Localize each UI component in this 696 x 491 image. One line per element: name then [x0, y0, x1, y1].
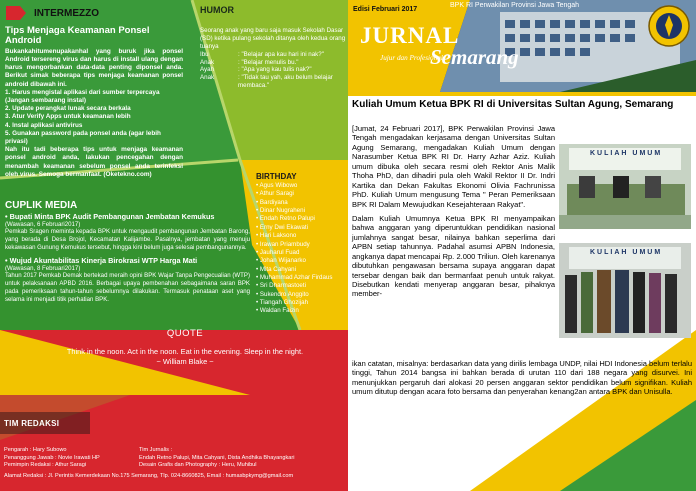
- article-paragraph: [Jumat, 24 Februari 2017], BPK Perwakilan Provinsi Jawa Tengah mengadakan kerjasama dengan Universitas Sultan Agung Semarang, mengadakan Kuliah Umum dengan Narasumber Ketua BPK RI Dr. Harry Azhar Aziz. Kuliah umum dibuka oleh secara resmi oleh Rektor Anis Malik Thoha PhD, dan dihadiri pula oleh Wakil Rektor II Dr. Indri Kartika dan Dekan Fakultas Ekonomi Olivia Fachrunissa PhD. Kuliah Umum mengusung Tema " Peran Pemeriksaan BPK RI Dalam Mewujudkan Kesejahteraan Rakyat".: [352, 124, 555, 209]
- masthead-title: JURNAL: [360, 23, 460, 48]
- arrow-icon: [6, 6, 26, 20]
- staff-line: Desain Grafis dan Photography : Heru, Muhibul: [139, 462, 257, 469]
- line-text: : "Belajar menulis bu.": [238, 58, 299, 66]
- edition-label: Edisi Februari 2017: [353, 6, 418, 13]
- birthday-name: • Sukendro Anggito: [256, 290, 309, 298]
- news-source: (Wawasan, 6 Februari2017): [5, 221, 81, 229]
- humor-intro: Seorang anak yang baru saja masuk Sekolah Dasar (SD) ketika pulang sekolah ditanya oleh kedua orang tuanya: [200, 27, 346, 50]
- birthday-name: • Irawan Priambudy: [256, 240, 310, 248]
- tips-outro: Nah itu tadi beberapa tips untuk menjaga keamanan ponsel android anda, lakukan pencegahan dengan menambah keamanan sebelum ponsel anda terinfeksi oleh virus. Semoga bermanfaat. (Oketekno.com): [5, 146, 183, 178]
- birthday-name: • Dinar Nugraheni: [256, 207, 305, 215]
- birthday-title: BIRTHDAY: [256, 172, 297, 181]
- news-headline: • Wujud Akuntabilitas Kinerja Birokrasi WTP Harga Mati: [5, 255, 198, 265]
- masthead-tagline: Jujur dan Profesional: [380, 54, 443, 62]
- birthday-name: • Agus Wibowo: [256, 182, 298, 189]
- birthday-name: • Hari Laksono: [256, 232, 297, 240]
- line-text: : "Tidak tau yah, aku belum belajar membaca.": [238, 74, 333, 89]
- humor-title: HUMOR: [200, 5, 234, 15]
- address: Alamat Redaksi : Jl. Perintis Kemerdekaan No.175 Semarang, Tlp. 024-8660825, Email : humasbpkymg@gmail.com: [4, 472, 294, 479]
- cuplik-title: CUPLIK MEDIA: [5, 200, 78, 211]
- quote-text: Think in the noon. Act in the noon. Eat in the evening. Sleep in the night.: [66, 347, 304, 356]
- speaker: Ibu: [200, 50, 209, 58]
- tips-item: 1. Harus mengistal aplikasi dari sumber terpercaya (Jangan sembarang instal): [5, 88, 160, 104]
- birthday-name: • Erny Dwi Ekawati: [256, 223, 309, 231]
- photo-kuliah-umum-2: [559, 243, 691, 338]
- staff-line: Tim Jurnalis :: [139, 447, 173, 453]
- birthday-name: • Athur Saragi: [256, 190, 294, 198]
- birthday-name: • Johan Wijanarko: [256, 257, 306, 265]
- tim-redaksi: [4, 447, 344, 480]
- birthday-name: • Mita Cahyani: [256, 265, 296, 273]
- staff-line: Pengarah : Hary Subowo: [4, 447, 67, 453]
- article-title: Kuliah Umum Ketua BPK RI di Universitas Sultan Agung, Semarang: [352, 99, 674, 110]
- tips-section: [5, 26, 183, 179]
- birthday-name: • Endah Retno Palupi: [256, 215, 315, 223]
- birthday-name: • Bardiyana: [256, 198, 288, 206]
- staff-line: Endah Retno Palupi, Mita Cahyani, Dista Andhika Bhayangkari: [139, 454, 295, 461]
- birthday-name: • Jauharul Fuad: [256, 248, 300, 256]
- birthday-name: • Waldan Faizin: [256, 307, 299, 315]
- news-source: (Wawasan, 8 Februari2017): [5, 265, 81, 273]
- birthday-name: • Sri Dharmastoeti: [256, 282, 306, 290]
- birthday-name: • Muhammad Azhar Firdaus: [256, 273, 333, 281]
- quote-author: ~ William Blake ~: [156, 356, 214, 366]
- line-text: : "Belajar apa kau hari ini nak?": [238, 50, 324, 58]
- quote-section: [20, 328, 350, 366]
- tips-item: 4. Instal aplikasi antivirus: [5, 121, 83, 129]
- photo-banner-text: KULIAH UMUM: [590, 249, 663, 256]
- news-headline: • Bupati Minta BPK Audit Pembangunan Jembatan Kemukus: [5, 212, 215, 221]
- humor-line: [200, 74, 350, 90]
- article-body: [352, 124, 555, 304]
- news-body: Pemkab Sragen meminta kepada BPK untuk mengaudit pembangunan Jembatan Barong, yang berada di Desa Brojol, Kecamatan Kalijambe. Pasalnya, jembatan yang menuju kekawasan Gunung Kemukus tersebut, hingga kini belum juga selesai pembangunannya.: [5, 228, 250, 251]
- tips-title: Tips Menjaga Keamanan Ponsel Android: [5, 25, 150, 47]
- article-paragraph: Dalam Kuliah Umumnya Ketua BPK RI menyampaikan bahwa anggaran yang diperuntukkan pendidikan nasional jumlahnya sangat besar, nilainya bahkan seperlima dari APBN setiap tahunnya. Padahal asumsi APBN Indonesia, angkanya dapat mencapai Rp. 2.000 Triliun. Oleh karenanya dibutuhkan pengawasan bersama supaya anggaran dapat tersebar dengan baik dan bermanfaat penuh untuk rakyat. Disebutkan kendati menyerap anggaran besar, pihaknya member-: [352, 213, 555, 299]
- masthead-city: Semarang: [430, 45, 519, 69]
- bpk-emblem-icon: [648, 5, 690, 47]
- cuplik-media-section: [5, 200, 250, 303]
- birthday-section: [256, 172, 356, 316]
- article-paragraph: ikan catatan, misalnya: berdasarkan data yang dirilis lembaga UNDP, nilai HDI Indonesia belum terlalu tinggi, Tahun 2014 bangsa ini bahkan berada di urutan 110 dari 188 negara yang disurvei. Ini menunjukkan pergaruh dari alokasi 20 persen anggaran sektor pendidikan belum signifikan. Kuliah umum ditutup dengan acara foto bersama dan penyerahan kenang2an antara BPK dan Unisulla.: [352, 359, 692, 397]
- speaker: Anak: [200, 58, 215, 66]
- birthday-list: [256, 182, 356, 316]
- tim-redaksi-title: TIM REDAKSI: [4, 419, 60, 428]
- humor-line: [200, 59, 350, 67]
- staff-line: Pemimpin Redaksi : Athur Saragi: [4, 462, 87, 469]
- humor-section: [200, 5, 350, 90]
- birthday-name: • Tiangah Ghozijah: [256, 299, 309, 307]
- intermezzo-title: INTERMEZZO: [34, 7, 99, 19]
- tips-item: 3. Atur Verify Apps untuk keamanan lebih: [5, 113, 131, 121]
- humor-line: [200, 66, 350, 74]
- news-body: Tahun 2017 Pemkab Demak bertekad meraih opini BPK Wajar Tanpa Pengecualian (WTP) untuk pelaksanaan APBD 2016. Berbagai upaya pembenahan sebagaimana saran BPK pada pemeriksaan tahun-tahun sebelumnya dilakukan. Termasuk penataan aset yang selama ini menjadi titik perhatian BPK.: [5, 272, 250, 303]
- tips-item: 5. Gunakan password pada ponsel anda (agar lebih privasi): [5, 129, 161, 145]
- staff-line: Penanggung Jawab : Novie Irawati HP: [4, 454, 100, 461]
- tips-intro: Bukankahitumenupakanhal yang buruk jika ponsel Android tersereng virus dan harus di install ulang dengan harus mengorbankan data-data penting diponsel anda. Berikut simak beberapa tips menjaga keamanan ponsel android dibawah ini.: [5, 47, 183, 88]
- intermezzo-header: [6, 3, 186, 23]
- tips-item: 2. Update perangkat lunak secara berkala: [5, 105, 131, 113]
- speaker: Anak: [200, 74, 215, 82]
- quote-title: QUOTE: [166, 328, 204, 339]
- photo-banner-text: KULIAH UMUM: [590, 150, 663, 157]
- line-text: : "Apa yang kau tulis nak?": [238, 66, 312, 74]
- humor-line: [200, 51, 350, 59]
- bpk-office-title: BPK RI Perwakilan Provinsi Jawa Tengah: [450, 2, 580, 9]
- speaker: Ayah: [200, 66, 214, 74]
